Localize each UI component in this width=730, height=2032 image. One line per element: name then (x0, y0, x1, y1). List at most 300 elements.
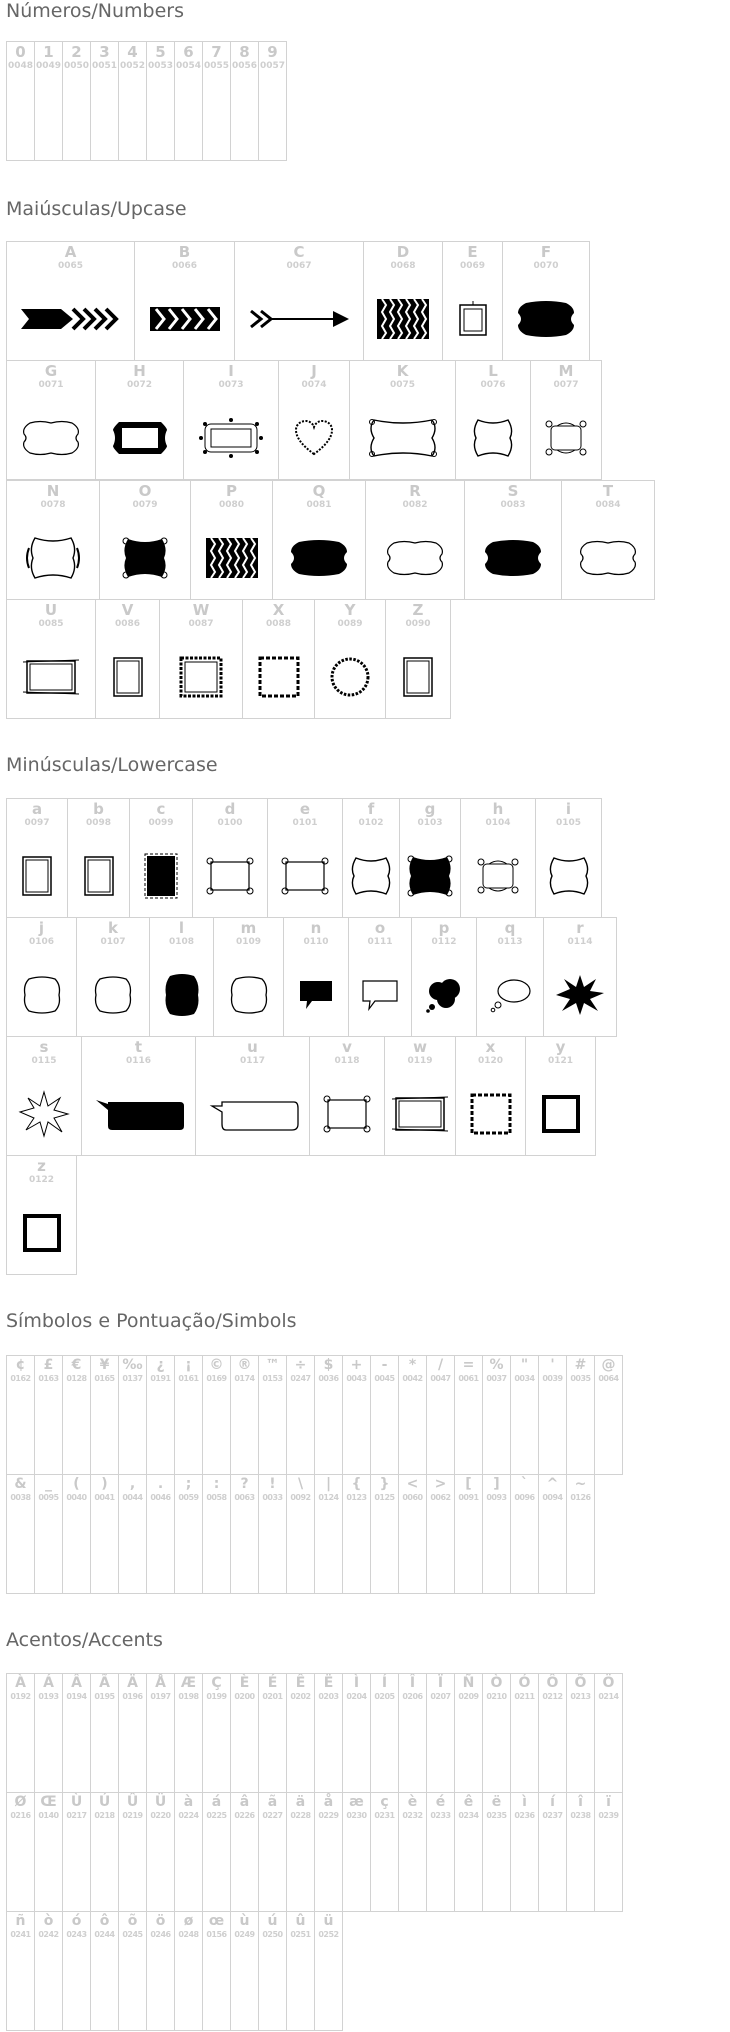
section-title-symbols: Símbolos e Pontuação/Simbols (6, 1310, 297, 1332)
glyph-code: 0219 (122, 1811, 143, 1820)
glyph-row (6, 1911, 342, 2031)
glyph-cell (384, 1036, 456, 1156)
glyph-code: 0238 (570, 1811, 591, 1820)
glyph-code: 0246 (150, 1930, 171, 1939)
glyph-character: 1 (43, 43, 54, 61)
glyph-code: 0206 (402, 1692, 423, 1701)
glyph-character: + (350, 1357, 363, 1373)
glyph-cell (6, 599, 96, 719)
glyph-cell (90, 1355, 119, 1475)
glyph-cell (314, 1911, 343, 2031)
glyph-code: 0165 (94, 1374, 115, 1383)
glyph-cell (62, 1673, 91, 1793)
glyph-character: Y (344, 601, 356, 619)
glyph-character: Z (412, 601, 424, 619)
glyph-character: ú (267, 1913, 278, 1929)
glyph-character: © (209, 1357, 224, 1373)
glyph-cell (118, 1474, 147, 1594)
glyph-character: ä (295, 1794, 306, 1810)
zigzag-block-icon (364, 288, 442, 350)
glyph-cell (118, 1673, 147, 1793)
glyph-cell (314, 1474, 343, 1594)
glyph-character: f (367, 800, 375, 818)
glyph-character: í (550, 1794, 555, 1810)
glyph-cell (398, 1792, 427, 1912)
glyph-code: 0116 (125, 1056, 152, 1066)
glyph-cell (6, 41, 35, 161)
glyph-code: 0042 (402, 1374, 423, 1383)
glyph-code: 0079 (132, 500, 158, 510)
glyph-character: ô (99, 1913, 110, 1929)
glyph-character: i (565, 800, 572, 818)
curly-tall-icon (7, 527, 99, 589)
scallop-outline-icon (7, 407, 95, 469)
glyph-cell (230, 1474, 259, 1594)
glyph-code: 0049 (35, 61, 62, 71)
glyph-code: 0081 (306, 500, 332, 510)
glyph-cell (566, 1673, 595, 1793)
glyph-character: M (558, 362, 574, 380)
glyph-cell (90, 1911, 119, 2031)
glyph-cell (365, 480, 465, 600)
glyph-cell (510, 1673, 539, 1793)
glyph-code: 0067 (286, 261, 312, 271)
glyph-cell (174, 1474, 203, 1594)
glyph-code: 0072 (126, 380, 153, 390)
dotted-frame-icon (184, 407, 278, 469)
glyph-cell (134, 241, 235, 361)
glyph-character: 7 (211, 43, 222, 61)
glyph-code: 0080 (218, 500, 245, 510)
glyph-code: 0040 (66, 1493, 87, 1502)
glyph-cell (6, 1355, 35, 1475)
glyph-cell (62, 41, 91, 161)
glyph-row (6, 798, 601, 918)
glyph-character: J (311, 362, 317, 380)
glyph-code: 0225 (206, 1811, 227, 1820)
glyph-character: ¥ (99, 1357, 110, 1373)
glyph-code: 0169 (206, 1374, 227, 1383)
glyph-character: î (578, 1794, 583, 1810)
glyph-code: 0228 (290, 1811, 311, 1820)
glyph-code: 0224 (178, 1811, 199, 1820)
glyph-cell (286, 1792, 315, 1912)
ornate-solid-icon (465, 527, 561, 589)
glyph-character: ~ (574, 1476, 587, 1492)
glyph-character: Æ (180, 1675, 197, 1691)
glyph-character: Ø (14, 1794, 27, 1810)
speech-wide-outline-icon (196, 1083, 309, 1145)
glyph-code: 0100 (217, 818, 243, 828)
glyph-cell (455, 360, 531, 480)
glyph-code: 0041 (94, 1493, 115, 1502)
glyph-character: Ï (437, 1675, 444, 1691)
glyph-cell (411, 917, 477, 1037)
glyph-cell (202, 41, 231, 161)
glyph-code: 0126 (570, 1493, 591, 1502)
glyph-character: _ (45, 1476, 52, 1492)
glyph-row (6, 1474, 594, 1594)
glyph-cell (272, 480, 366, 600)
glyph-code: 0033 (262, 1493, 283, 1502)
glyph-character: ç (380, 1794, 389, 1810)
glyph-cell (118, 1792, 147, 1912)
glyph-cell (561, 480, 655, 600)
glyph-code: 0083 (500, 500, 526, 510)
glyph-character: 5 (155, 43, 166, 61)
glyph-cell (90, 1673, 119, 1793)
glyph-cell (543, 917, 617, 1037)
glyph-cell (230, 1355, 259, 1475)
glyph-code: 0066 (171, 261, 198, 271)
cloud-outline-icon (477, 964, 543, 1026)
glyph-character: p (438, 919, 450, 937)
glyph-character: > (434, 1476, 447, 1492)
glyph-code: 0058 (206, 1493, 227, 1502)
glyph-character: - (381, 1357, 388, 1373)
glyph-character: = (462, 1357, 475, 1373)
glyph-character: Ñ (462, 1675, 475, 1691)
glyph-cell (342, 1355, 371, 1475)
glyph-code: 0209 (458, 1692, 479, 1701)
glyph-cell (174, 41, 203, 161)
glyph-cell (34, 41, 63, 161)
glyph-code: 0153 (262, 1374, 283, 1383)
glyph-character: . (157, 1476, 164, 1492)
glyph-code: 0101 (292, 818, 318, 828)
glyph-cell (370, 1792, 399, 1912)
glyph-cell (258, 1474, 287, 1594)
glyph-cell (258, 1355, 287, 1475)
glyph-code: 0252 (318, 1930, 339, 1939)
scallop-outline-icon (562, 527, 654, 589)
glyph-cell (195, 1036, 310, 1156)
glyph-cell (202, 1673, 231, 1793)
section-title-numbers: Números/Numbers (6, 0, 184, 22)
glyph-cell (385, 599, 451, 719)
glyph-character: ' (550, 1357, 555, 1373)
glyph-character: } (379, 1476, 390, 1492)
badge-outline-icon (7, 964, 76, 1026)
glyph-code: 0128 (66, 1374, 87, 1383)
burst-outline-icon (7, 1083, 81, 1145)
glyph-code: 0035 (570, 1374, 591, 1383)
glyph-character: Q (312, 482, 326, 500)
glyph-cell (314, 1792, 343, 1912)
glyph-code: 0096 (514, 1493, 535, 1502)
glyph-character: â (239, 1794, 250, 1810)
glyph-cell (6, 241, 135, 361)
glyph-code: 0121 (547, 1056, 574, 1066)
glyph-character: [ (465, 1476, 472, 1492)
glyph-code: 0195 (94, 1692, 115, 1701)
glyph-character: S (507, 482, 519, 500)
glyph-character: ) (101, 1476, 108, 1492)
glyph-character: Â (71, 1675, 82, 1691)
glyph-cell (370, 1673, 399, 1793)
glyph-cell (6, 917, 77, 1037)
glyph-cell (594, 1792, 623, 1912)
glyph-character: v (342, 1038, 352, 1056)
dashed-square-icon (456, 1083, 525, 1145)
glyph-character: t (134, 1038, 143, 1056)
glyph-code: 0250 (262, 1930, 283, 1939)
glyph-character: l (178, 919, 185, 937)
glyph-code: 0227 (262, 1811, 283, 1820)
glyph-character: < (406, 1476, 419, 1492)
glyph-code: 0123 (346, 1493, 367, 1502)
glyph-cell (286, 1673, 315, 1793)
glyph-cell (454, 1792, 483, 1912)
glyph-code: 0036 (318, 1374, 339, 1383)
glyph-character: 0 (15, 43, 26, 61)
glyph-code: 0243 (66, 1930, 87, 1939)
glyph-row (6, 360, 601, 480)
glyph-character: 3 (99, 43, 110, 61)
ornate-solid-icon (503, 288, 589, 350)
section-title-accents: Acentos/Accents (6, 1629, 163, 1651)
glyph-cell (566, 1474, 595, 1594)
glyph-cell (502, 241, 590, 361)
glyph-code: 0087 (188, 619, 214, 629)
glyph-cell (309, 1036, 385, 1156)
glyph-character: ; (185, 1476, 192, 1492)
glyph-cell (525, 1036, 596, 1156)
glyph-character: u (247, 1038, 258, 1056)
glyph-character: @ (601, 1357, 616, 1373)
glyph-code: 0120 (477, 1056, 504, 1066)
glyph-character: e (299, 800, 311, 818)
glyph-cell (230, 1673, 259, 1793)
glyph-cell (34, 1355, 63, 1475)
glyph-code: 0105 (555, 818, 582, 828)
glyph-character: K (396, 362, 409, 380)
glyph-character: Á (43, 1675, 54, 1691)
glyph-cell (464, 480, 562, 600)
curly-square-icon (456, 407, 530, 469)
glyph-row (6, 241, 589, 361)
glyph-cell (174, 1911, 203, 2031)
glyph-code: 0099 (148, 818, 174, 828)
glyph-cell (230, 41, 259, 161)
glyph-character: Ó (518, 1675, 531, 1691)
glyph-character: û (295, 1913, 306, 1929)
glyph-code: 0050 (63, 61, 90, 71)
glyph-character: ÷ (294, 1357, 307, 1373)
glyph-character: g (424, 800, 436, 818)
glyph-cell (398, 1474, 427, 1594)
glyph-cell (202, 1355, 231, 1475)
glyph-code: 0095 (38, 1493, 59, 1502)
glyph-character: 2 (71, 43, 82, 61)
glyph-character: # (574, 1357, 587, 1373)
glyph-character: ? (240, 1476, 249, 1492)
glyph-character: ¿ (156, 1357, 165, 1373)
glyph-code: 0098 (85, 818, 112, 828)
curly-solid-icon (100, 527, 190, 589)
glyph-character: r (576, 919, 584, 937)
glyph-code: 0114 (567, 937, 593, 947)
glyph-code: 0248 (178, 1930, 199, 1939)
glyph-character: Œ (40, 1794, 57, 1810)
glyph-character: j (38, 919, 45, 937)
glyph-character: Ä (127, 1675, 138, 1691)
glyph-character: L (488, 362, 498, 380)
glyph-cell (6, 360, 96, 480)
glyph-character: À (15, 1675, 26, 1691)
glyph-cell (146, 1355, 175, 1475)
glyph-code: 0247 (290, 1374, 311, 1383)
glyph-code: 0244 (94, 1930, 115, 1939)
glyph-code: 0210 (486, 1692, 507, 1701)
glyph-code: 0063 (234, 1493, 255, 1502)
glyph-cell (129, 798, 193, 918)
glyph-cell (146, 41, 175, 161)
glyph-code: 0037 (486, 1374, 507, 1383)
glyph-code: 0220 (150, 1811, 171, 1820)
glyph-code: 0204 (346, 1692, 367, 1701)
glyph-character: õ (127, 1913, 138, 1929)
glyph-cell (242, 599, 315, 719)
glyph-character: y (555, 1038, 566, 1056)
glyph-code: 0062 (430, 1493, 451, 1502)
glyph-cell (426, 1792, 455, 1912)
glyph-character: Ù (70, 1794, 83, 1810)
glyph-cell (90, 1474, 119, 1594)
speech-outline-icon (349, 964, 411, 1026)
glyph-cell (202, 1474, 231, 1594)
sketch-tall-icon (68, 845, 129, 907)
glyph-character: ‰ (122, 1357, 143, 1373)
glyph-code: 0056 (231, 61, 258, 71)
sketch-rect-icon (7, 646, 95, 708)
glyph-code: 0045 (374, 1374, 395, 1383)
glyph-code: 0071 (38, 380, 64, 390)
glyph-code: 0053 (147, 61, 174, 71)
glyph-cell (118, 41, 147, 161)
glyph-character: à (183, 1794, 194, 1810)
badge-outline-icon (77, 964, 149, 1026)
glyph-character: W (192, 601, 210, 619)
glyph-character: ì (522, 1794, 527, 1810)
scallop-outline-icon (366, 527, 464, 589)
glyph-cell (267, 798, 343, 918)
glyph-row (6, 480, 654, 600)
curly-wide-icon (350, 407, 455, 469)
glyph-character: € (71, 1357, 82, 1373)
glyph-character: a (31, 800, 43, 818)
glyph-cell (174, 1792, 203, 1912)
glyph-character: \ (297, 1476, 304, 1492)
glyph-character: Ò (490, 1675, 503, 1691)
glyph-code: 0047 (430, 1374, 451, 1383)
glyph-character: ¡ (185, 1357, 192, 1373)
glyph-code: 0069 (459, 261, 486, 271)
glyph-character: ! (269, 1476, 276, 1492)
glyph-code: 0060 (402, 1493, 423, 1502)
glyph-cell (566, 1792, 595, 1912)
glyph-code: 0124 (318, 1493, 339, 1502)
glyph-code: 0044 (122, 1493, 143, 1502)
glyph-cell (6, 1036, 82, 1156)
glyph-character: É (267, 1675, 278, 1691)
glyph-code: 0103 (417, 818, 443, 828)
heart-icon (279, 407, 349, 469)
glyph-cell (146, 1673, 175, 1793)
swirl-frame-icon (531, 407, 601, 469)
glyph-character: ö (155, 1913, 166, 1929)
glyph-character: | (325, 1476, 332, 1492)
glyph-code: 0082 (402, 500, 428, 510)
glyph-row (6, 1155, 76, 1275)
glyph-code: 0039 (542, 1374, 563, 1383)
glyph-character: ñ (15, 1913, 26, 1929)
glyph-cell (183, 360, 279, 480)
glyph-cell (538, 1792, 567, 1912)
glyph-character: Û (126, 1794, 139, 1810)
glyph-code: 0118 (334, 1056, 360, 1066)
glyph-cell (174, 1355, 203, 1475)
glyph-code: 0196 (122, 1692, 143, 1701)
glyph-character: Í (381, 1675, 388, 1691)
glyph-cell (34, 1474, 63, 1594)
glyph-character: x (485, 1038, 496, 1056)
arrow-long-icon (235, 288, 363, 350)
glyph-code: 0230 (346, 1811, 367, 1820)
glyph-code: 0162 (10, 1374, 31, 1383)
sketch-tall-icon (7, 845, 67, 907)
glyph-code: 0198 (178, 1692, 199, 1701)
glyph-cell (190, 480, 273, 600)
glyph-character: d (224, 800, 236, 818)
glyph-cell (476, 917, 544, 1037)
glyph-character: ^ (546, 1476, 559, 1492)
glyph-code: 0090 (405, 619, 431, 629)
glyph-row (6, 1792, 622, 1912)
glyph-character: ê (463, 1794, 474, 1810)
glyph-code: 0113 (497, 937, 523, 947)
glyph-code: 0075 (389, 380, 416, 390)
glyph-cell (455, 1036, 526, 1156)
glyph-code: 0097 (24, 818, 50, 828)
glyph-character: T (602, 482, 614, 500)
glyph-character: , (129, 1476, 136, 1492)
glyph-code: 0200 (234, 1692, 255, 1701)
glyph-character: O (138, 482, 152, 500)
glyph-cell (314, 1355, 343, 1475)
glyph-character: { (351, 1476, 362, 1492)
glyph-code: 0199 (206, 1692, 227, 1701)
glyph-cell (363, 241, 443, 361)
picture-frame-icon (443, 288, 502, 350)
glyph-code: 0193 (38, 1692, 59, 1701)
glyph-code: 0093 (486, 1493, 507, 1502)
glyph-code: 0052 (119, 61, 146, 71)
glyph-character: ë (491, 1794, 502, 1810)
glyph-code: 0077 (553, 380, 579, 390)
glyph-code: 0212 (542, 1692, 563, 1701)
glyph-character: P (226, 482, 237, 500)
glyph-character: R (409, 482, 421, 500)
corner-frame-icon (268, 845, 342, 907)
glyph-cell (90, 1792, 119, 1912)
glyph-character: 4 (127, 43, 138, 61)
glyph-code: 0064 (598, 1374, 619, 1383)
glyph-character: h (492, 800, 504, 818)
glyph-code: 0068 (390, 261, 416, 271)
glyph-cell (399, 798, 461, 918)
glyph-code: 0140 (38, 1811, 59, 1820)
